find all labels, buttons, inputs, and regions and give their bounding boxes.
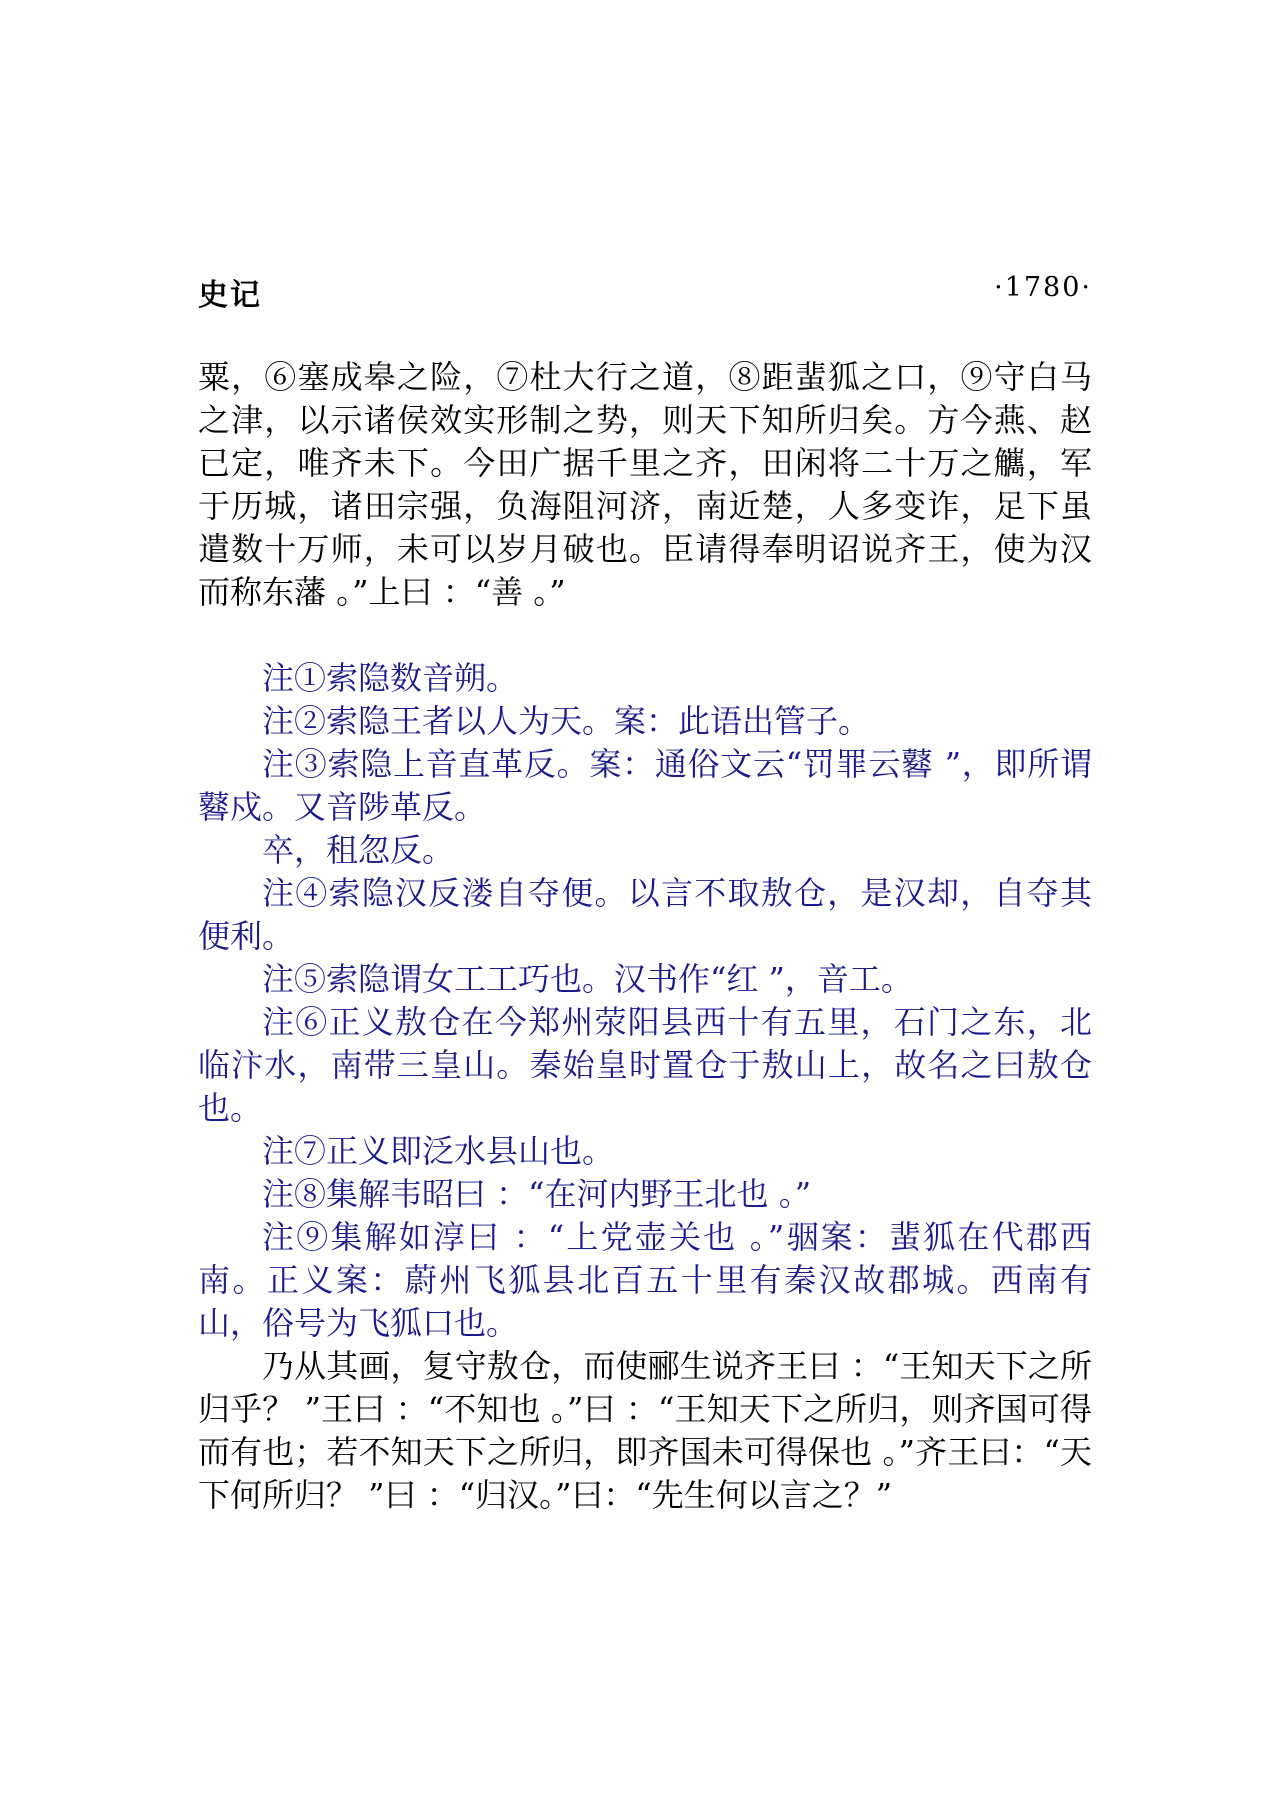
main-paragraph-1: 粟，⑥塞成皋之险，⑦杜大行之道，⑧距蜚狐之口，⑨守白马之津，以示诸侯效实形制之势，则天下知所归矣。方今燕、赵已定，唯齐未下。今田广据千里之齐，田闲将二十万之觽，军于历城，诸田宗强，负海阻河济，南近楚，人多变诈，足下虽遣数十万师，未可以岁月破也。臣请得奉明诏说齐王，使为汉而称东藩 。”上曰 ：“善 。” <box>198 358 1092 611</box>
paragraph-spacer <box>198 614 1092 657</box>
note-4: 注④索隐汉反溇自夺便。以言不取敖仓，是汉却，自夺其便利。 <box>198 874 1092 955</box>
note-5: 注⑤索隐谓女工工巧也。汉书作“红 ”，音工。 <box>262 960 913 998</box>
book-title: 史记 <box>198 278 262 313</box>
main-paragraph-2: 乃从其画，复守敖仓，而使郦生说齐王曰 ：“王知天下之所归乎？ ”王曰 ：“不知也 。”曰 ：“王知天下之所归，则齐国可得而有也；若不知天下之所归，即齐国未可得保也 。”齐王曰：“天下何所归？ ”曰 ：“归汉。”曰：“先生何以言之？” <box>198 1347 1092 1514</box>
page-number: ·1780· <box>994 272 1092 303</box>
page-header <box>198 270 1092 313</box>
page-body <box>198 356 1092 1517</box>
note-9: 注⑨集解如淳曰 ：“上党壶关也 。”骃案：蜚狐在代郡西南。正义案：蔚州飞狐县北百五十里有秦汉故郡城。西南有山，俗号为飞狐口也。 <box>198 1218 1092 1342</box>
note-2: 注②索隐王者以人为天。案：此语出管子。 <box>262 702 871 740</box>
note-3-continuation: 卒，租忽反。 <box>262 831 455 869</box>
note-8: 注⑧集解韦昭曰 ：“在河内野王北也 。” <box>262 1175 812 1213</box>
note-6: 注⑥正义敖仓在今郑州荥阳县西十有五里，石门之东，北临汴水，南带三皇山。秦始皇时置仓于敖山上，故名之曰敖仓也。 <box>198 1003 1092 1127</box>
note-1: 注①索隐数音朔。 <box>262 659 519 697</box>
note-3: 注③索隐上音直革反。案：通俗文云“罚罪云鼛 ”，即所谓鼛戍。又音陟革反。 <box>198 745 1092 826</box>
note-7: 注⑦正义即泛水县山也。 <box>262 1132 615 1170</box>
